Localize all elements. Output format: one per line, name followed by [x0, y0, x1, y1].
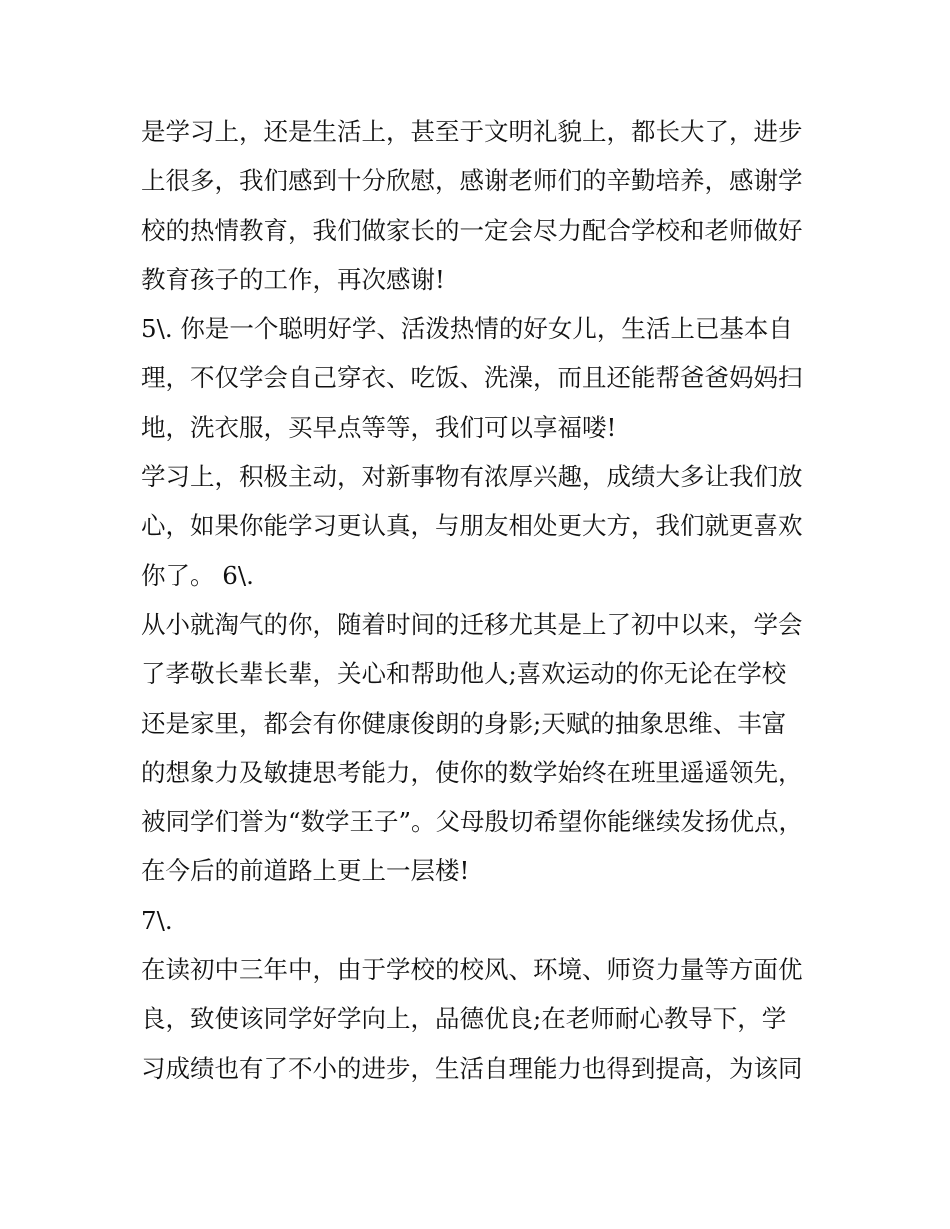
text-line: 学习上，积极主动，对新事物有浓厚兴趣，成绩大多让我们放: [141, 462, 803, 492]
text-line: 习成绩也有了不小的进步，生活自理能力也得到提高，为该同: [141, 1053, 803, 1083]
text-line: 你了。 6\.: [141, 560, 254, 590]
text-line: 良，致使该同学好学向上，品德优良;在老师耐心教导下，学: [141, 1004, 787, 1034]
text-line: 在读初中三年中，由于学校的校风、环境、师资力量等方面优: [141, 955, 803, 985]
body-text: [141, 107, 821, 1093]
text-line: 被同学们誉为“数学王子”。父母殷切希望你能继续发扬优点，: [141, 807, 804, 837]
text-line: 在今后的前道路上更上一层楼!: [141, 856, 470, 886]
text-line: 教育孩子的工作，再次感谢!: [141, 264, 445, 294]
text-line: 校的热情教育，我们做家长的一定会尽力配合学校和老师做好: [141, 215, 803, 245]
text-line: 心，如果你能学习更认真，与朋友相处更大方，我们就更喜欢: [141, 511, 803, 541]
text-line: 5\. 你是一个聪明好学、活泼热情的好女儿，生活上已基本自: [141, 314, 793, 344]
text-line: 从小就淘气的你，随着时间的迁移尤其是上了初中以来，学会: [141, 609, 803, 639]
text-line: 的想象力及敏捷思考能力，使你的数学始终在班里遥遥领先，: [141, 757, 803, 787]
text-line: 上很多，我们感到十分欣慰，感谢老师们的辛勤培养，感谢学: [141, 166, 803, 196]
text-line: 了孝敬长辈长辈，关心和帮助他人;喜欢运动的你无论在学校: [141, 659, 787, 689]
text-line: 7\.: [141, 905, 173, 935]
text-line: 还是家里，都会有你健康俊朗的身影;天赋的抽象思维、丰富: [141, 708, 787, 738]
text-line: 地，洗衣服，买早点等等，我们可以享福喽!: [141, 412, 617, 442]
text-line: 是学习上，还是生活上，甚至于文明礼貌上，都长大了，进步: [141, 117, 803, 146]
text-line: 理，不仅学会自己穿衣、吃饭、洗澡，而且还能帮爸爸妈妈扫: [141, 363, 803, 393]
